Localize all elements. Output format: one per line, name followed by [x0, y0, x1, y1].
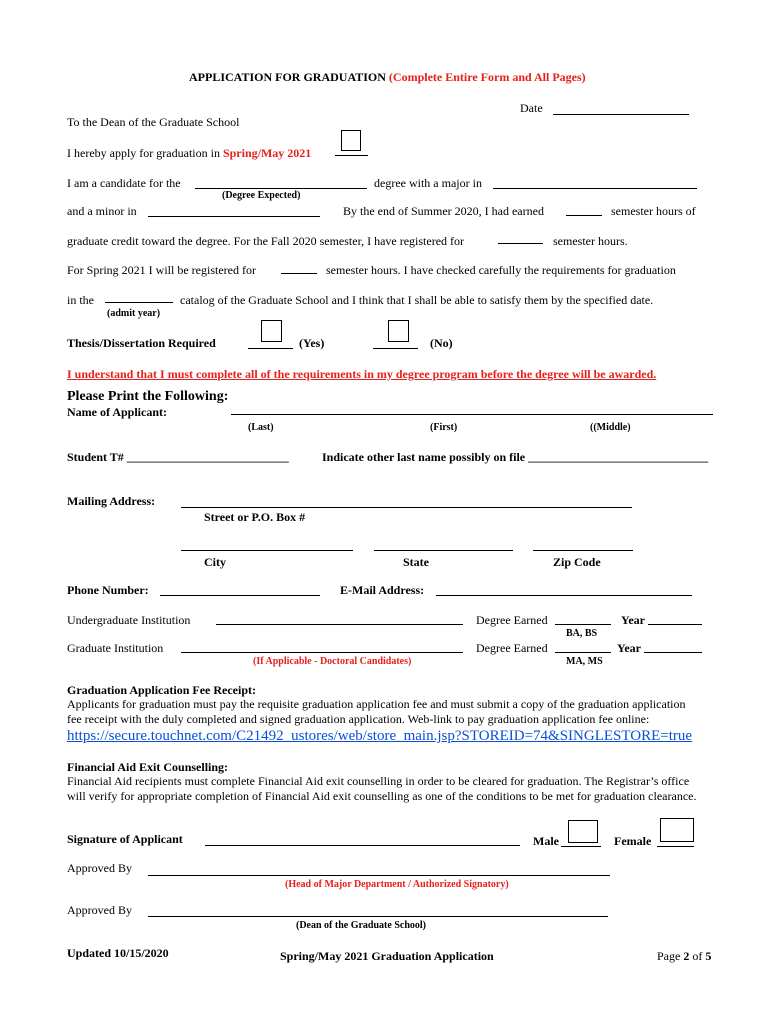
degree-expected-caption: (Degree Expected) [222, 190, 301, 201]
grad-degree-label: Degree Earned [476, 641, 548, 655]
undergrad-field[interactable] [216, 624, 463, 625]
approved-by-label-2: Approved By [67, 903, 132, 917]
dean-caption: (Dean of the Graduate School) [296, 920, 426, 931]
undergrad-degree-label: Degree Earned [476, 613, 548, 627]
city-field[interactable] [181, 550, 353, 551]
head-approval-field[interactable] [148, 875, 610, 876]
name-label: Name of Applicant: [67, 405, 167, 419]
zip-field[interactable] [533, 550, 633, 551]
minor-label: and a minor in [67, 204, 137, 218]
undergrad-degree-field[interactable] [555, 624, 611, 625]
middle-caption: ((Middle) [590, 422, 631, 433]
city-caption: City [204, 555, 226, 569]
male-label: Male [533, 834, 559, 848]
semester-hours-of: semester hours of [611, 204, 696, 218]
in-the-label: in the [67, 293, 94, 307]
minor-field[interactable] [148, 216, 320, 217]
thesis-no-checkbox[interactable] [388, 320, 409, 342]
fee-heading: Graduation Application Fee Receipt: [67, 683, 256, 697]
term-text: Spring/May 2021 [222, 146, 312, 160]
term-checkbox-line [335, 155, 368, 156]
last-caption: (Last) [248, 422, 274, 433]
page-of: of [692, 949, 703, 963]
aid-line-2: will verify for appropriate completion of Financial Aid exit counselling as one of the conditions to be met for graduation clearance. [67, 789, 697, 803]
term-checkbox[interactable] [341, 130, 361, 151]
first-caption: (First) [430, 422, 458, 433]
email-field[interactable] [436, 595, 692, 596]
name-field[interactable] [231, 414, 713, 415]
requirements-warning: I understand that I must complete all of the requirements in my degree program before the degree will be awarded. [67, 367, 657, 381]
fee-line-2: fee receipt with the duly completed and signed graduation application. Web-link to pay graduation application fee online: [67, 712, 650, 726]
approved-by-label-1: Approved By [67, 861, 132, 875]
ma-ms-caption: MA, MS [566, 656, 603, 667]
footer-title: Spring/May 2021 Graduation Application [280, 949, 494, 963]
thesis-no-label: (No) [430, 336, 453, 350]
zip-caption: Zip Code [553, 555, 601, 569]
updated-date: Updated 10/15/2020 [67, 946, 169, 960]
page-number [657, 949, 711, 963]
female-line [657, 846, 694, 847]
apply-text [67, 146, 311, 160]
street-field[interactable] [181, 507, 632, 508]
street-caption: Street or P.O. Box # [204, 510, 306, 524]
aid-line-1: Financial Aid recipients must complete Financial Aid exit counselling in order to be cleared for graduation. The Registrar’s office [67, 774, 690, 788]
grad-year-label: Year [617, 641, 641, 655]
thesis-yes-checkbox[interactable] [261, 320, 282, 342]
grad-label: Graduate Institution [67, 641, 164, 655]
earned-label: By the end of Summer 2020, I had earned [343, 204, 544, 218]
female-checkbox[interactable] [660, 818, 694, 842]
fall-semester-hours: semester hours. [553, 234, 628, 248]
page-prefix: Page [657, 949, 681, 963]
signature-field[interactable] [205, 845, 520, 846]
undergrad-year-label: Year [621, 613, 645, 627]
catalog-text: catalog of the Graduate School and I think that I shall be able to satisfy them by the specified date. [180, 293, 654, 307]
if-applicable-caption: (If Applicable - Doctoral Candidates) [253, 656, 412, 667]
aid-text [67, 774, 737, 804]
spring-hours-field[interactable] [281, 273, 317, 274]
state-field[interactable] [374, 550, 513, 551]
date-label: Date [520, 101, 543, 115]
grad-field[interactable] [181, 652, 463, 653]
apply-label: I hereby apply for graduation in [67, 146, 220, 160]
credit-text: graduate credit toward the degree. For the Fall 2020 semester, I have registered for [67, 234, 465, 248]
student-t-field[interactable]: Student T# ___________________________ [67, 450, 289, 464]
grad-year-field[interactable] [644, 652, 702, 653]
undergrad-label: Undergraduate Institution [67, 613, 191, 627]
page-total: 5 [705, 949, 712, 963]
spring-text: For Spring 2021 I will be registered for [67, 263, 256, 277]
signature-label: Signature of Applicant [67, 832, 183, 846]
grad-degree-field[interactable] [555, 652, 611, 653]
dean-approval-field[interactable] [148, 916, 608, 917]
ba-bs-caption: BA, BS [566, 628, 598, 639]
thesis-yes-line [248, 348, 293, 349]
candidate-label: I am a candidate for the [67, 176, 181, 190]
title-text: APPLICATION FOR GRADUATION [189, 70, 386, 84]
degree-field[interactable] [195, 188, 367, 189]
phone-label: Phone Number: [67, 583, 149, 597]
thesis-label: Thesis/Dissertation Required [67, 336, 216, 350]
major-label: degree with a major in [374, 176, 482, 190]
thesis-yes-label: (Yes) [299, 336, 325, 350]
addressee: To the Dean of the Graduate School [67, 115, 240, 129]
other-name-field[interactable]: Indicate other last name possibly on file ______________________________ [322, 450, 709, 464]
phone-field[interactable] [160, 595, 320, 596]
male-checkbox[interactable] [568, 820, 598, 843]
aid-heading: Financial Aid Exit Counselling: [67, 760, 229, 774]
email-label: E-Mail Address: [340, 583, 425, 597]
date-field[interactable] [553, 114, 689, 115]
form-title [189, 70, 586, 84]
undergrad-year-field[interactable] [648, 624, 702, 625]
major-field[interactable] [493, 188, 697, 189]
male-line [561, 846, 601, 847]
page-current: 2 [683, 949, 690, 963]
earned-hours-field[interactable] [566, 215, 602, 216]
female-label: Female [614, 834, 652, 848]
admit-year-caption: (admit year) [107, 308, 161, 319]
mailing-label: Mailing Address: [67, 494, 156, 508]
head-caption: (Head of Major Department / Authorized Signatory) [285, 879, 509, 890]
fee-text [67, 697, 727, 727]
thesis-no-line [373, 348, 418, 349]
print-heading: Please Print the Following: [67, 389, 229, 404]
catalog-year-field[interactable] [105, 302, 173, 303]
fee-payment-link[interactable]: https://secure.touchnet.com/C21492_ustores/web/store_main.jsp?STOREID=74&SINGLESTORE=true [67, 728, 693, 744]
fall-hours-field[interactable] [498, 243, 543, 244]
state-caption: State [403, 555, 429, 569]
spring-rest: semester hours. I have checked carefully the requirements for graduation [326, 263, 676, 277]
fee-line-1: Applicants for graduation must pay the requisite graduation application fee and must submit a copy of the graduation application [67, 697, 686, 711]
title-note: (Complete Entire Form and All Pages) [388, 70, 586, 84]
